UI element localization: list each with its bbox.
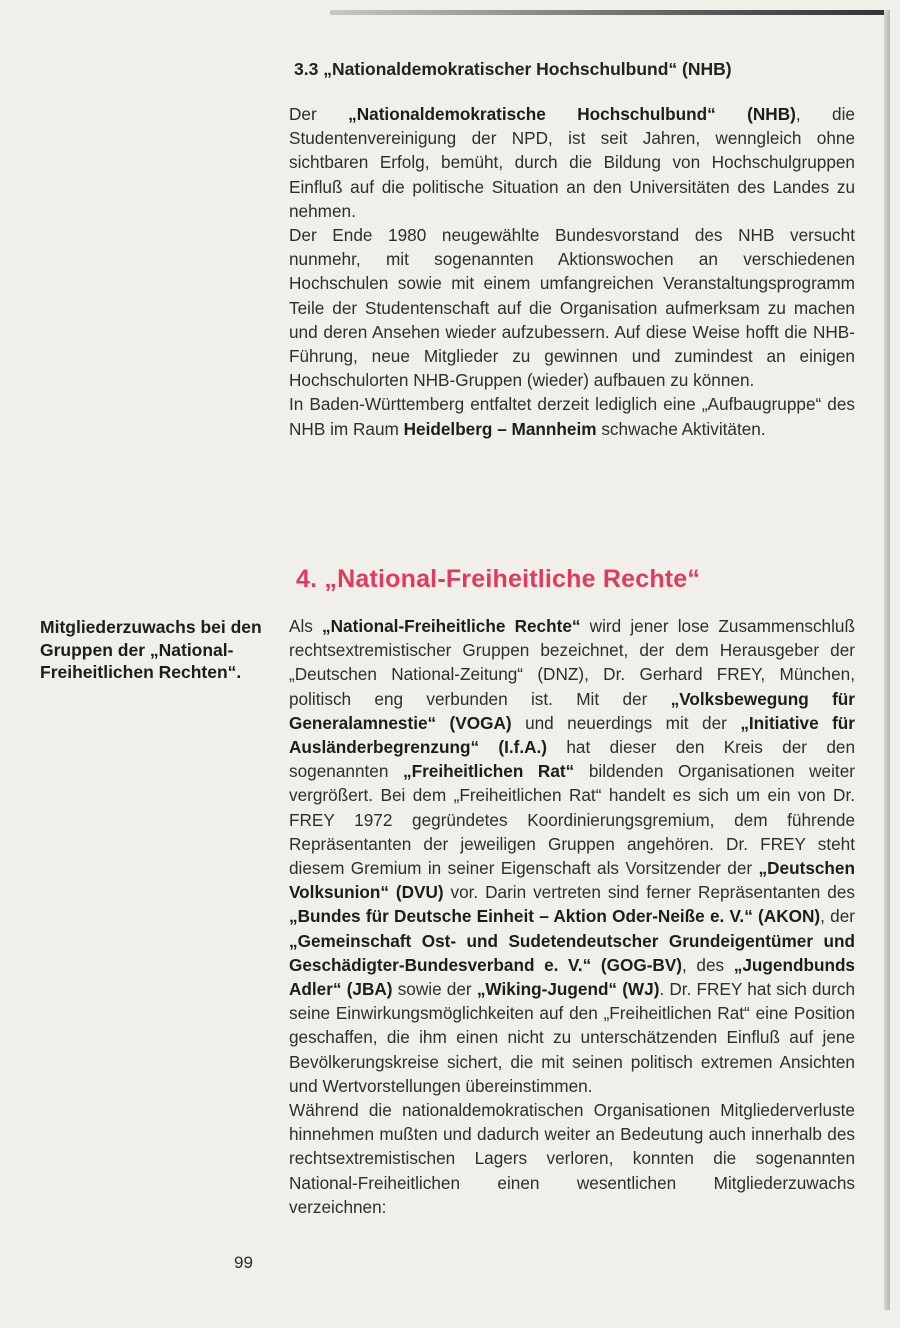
bold-term: „Jugendbunds Adler“ (JBA) (289, 954, 855, 1000)
bold-term: „Deutschen Volksunion“ (DVU) (289, 858, 855, 903)
page-number: 99 (234, 1253, 253, 1272)
text-run: sowie der (392, 979, 477, 1000)
section-heading: 3.3 „Nationaldemokratischer Hochschulbund“ (NHB) (294, 59, 732, 79)
text-run: bildenden Organisationen weiter vergrößert. Bei dem „Freiheitlichen Rat“ handelt es sich um ein von Dr. FREY 1972 gegründetes Koordinierungsgremium, dem führende Repräsentanten der jeweiligen Gruppen angehören. Dr. FREY steht diesem Gremium in seiner Eigenschaft als Vorsitzender der (289, 761, 855, 879)
text-run: , der (820, 906, 855, 927)
text-run: . Dr. FREY hat sich durch seine Einwirkungsmöglichkeiten auf den „Freiheitlichen Rat“ eine Position geschaffen, die ihm einen nicht zu unterschätzenden Einfluß auf jene Bevölkerungskreise sichert, die mit seinen politisch extremen Ansichten und Wertvorstellungen übereinstimmen. (289, 979, 855, 1096)
text-run: , des (682, 954, 734, 975)
text-run: , die Studentenvereinigung der NPD, ist seit Jahren, wenngleich ohne sichtbaren Erfolg, bemüht, durch die Bildung von Hochschulgruppen Einfluß auf die politische Situation an den Universitäten des Landes zu nehmen. (289, 104, 855, 221)
bold-term: „Gemeinschaft Ost- und Sudetendeutscher Grundeigentümer und Geschädigter-Bundesverband e. V.“ (GOG-BV) (289, 930, 855, 975)
bold-term: „Wiking-Jugend“ (WJ) (476, 979, 660, 1000)
text-run: In Baden-Württemberg entfaltet derzeit lediglich eine „Aufbaugruppe“ des NHB im Raum (289, 394, 855, 439)
section-paragraph-1 (289, 102, 855, 223)
margin-note: Mitgliederzuwachs bei den Gruppen der „National-Freiheitlichen Rechten“. (40, 617, 262, 682)
text-run: Während die nationaldemokratischen Organisationen Mitgliederverluste hinnehmen mußten und dadurch weiter an Bedeutung auch innerhalb des rechtsextremistischen Lagers verloren, konnten die sogenannten National-Freiheitlichen einen wesentlichen Mitgliederzuwachs verzeichnen: (289, 1100, 855, 1217)
text-run: schwache Aktivitäten. (596, 418, 766, 439)
chapter-paragraph-2 (289, 1098, 855, 1219)
text-run: Der Ende 1980 neugewählte Bundesvorstand des NHB versucht nunmehr, mit sogenannten Aktionswochen an verschiedenen Hochschulen sowie mit einem umfangreichen Veranstaltungsprogramm Teile der Studentenschaft auf die Organisation aufmerksam zu machen und deren Ansehen wieder aufzubessern. Auf diese Weise hofft die NHB-Führung, neue Mitglieder zu gewinnen und zumindest an einigen Hochschulorten NHB-Gruppen (wieder) aufbauen zu können. (289, 225, 855, 391)
chapter-paragraph-1 (289, 614, 855, 1098)
bold-term: Heidelberg – Mannheim (403, 418, 597, 439)
bold-term: „Initiative für Ausländerbegrenzung“ (I.f.A.) (289, 712, 855, 758)
section-3-3 (289, 58, 855, 441)
bold-term: „Bundes für Deutsche Einheit – Aktion Oder-Neiße e. V.“ (AKON) (289, 906, 821, 927)
chapter-4-body (289, 614, 855, 1219)
bold-term: „Nationaldemokratische Hochschulbund“ (NHB) (348, 104, 796, 124)
page-edge-shadow (884, 10, 890, 1310)
bold-term: „Freiheitlichen Rat“ (403, 761, 575, 782)
text-run: wird jener lose Zusammenschluß rechtsextremistischer Gruppen bezeichnet, der dem Herausgeber der „Deutschen National-Zeitung“ (DNZ), Dr. Gerhard FREY, München, politisch eng verbunden ist. Mit der (289, 616, 855, 709)
page-top-rule (330, 10, 890, 15)
section-paragraph-2 (289, 223, 855, 392)
bold-term: „National-Freiheitliche Rechte“ (322, 616, 581, 636)
text-run: vor. Darin vertreten sind ferner Repräsentanten des (443, 882, 855, 903)
text-run: Der (289, 104, 349, 124)
text-run: und neuerdings mit der (511, 712, 741, 733)
text-run: hat dieser den Kreis der den sogenannten (289, 737, 855, 782)
chapter-heading: 4. „National-Freiheitliche Rechte“ (296, 565, 701, 593)
section-paragraph-3 (289, 392, 855, 440)
bold-term: „Volksbewegung für Generalamnestie“ (VOGA) (289, 688, 855, 733)
text-run: Als (289, 616, 323, 636)
